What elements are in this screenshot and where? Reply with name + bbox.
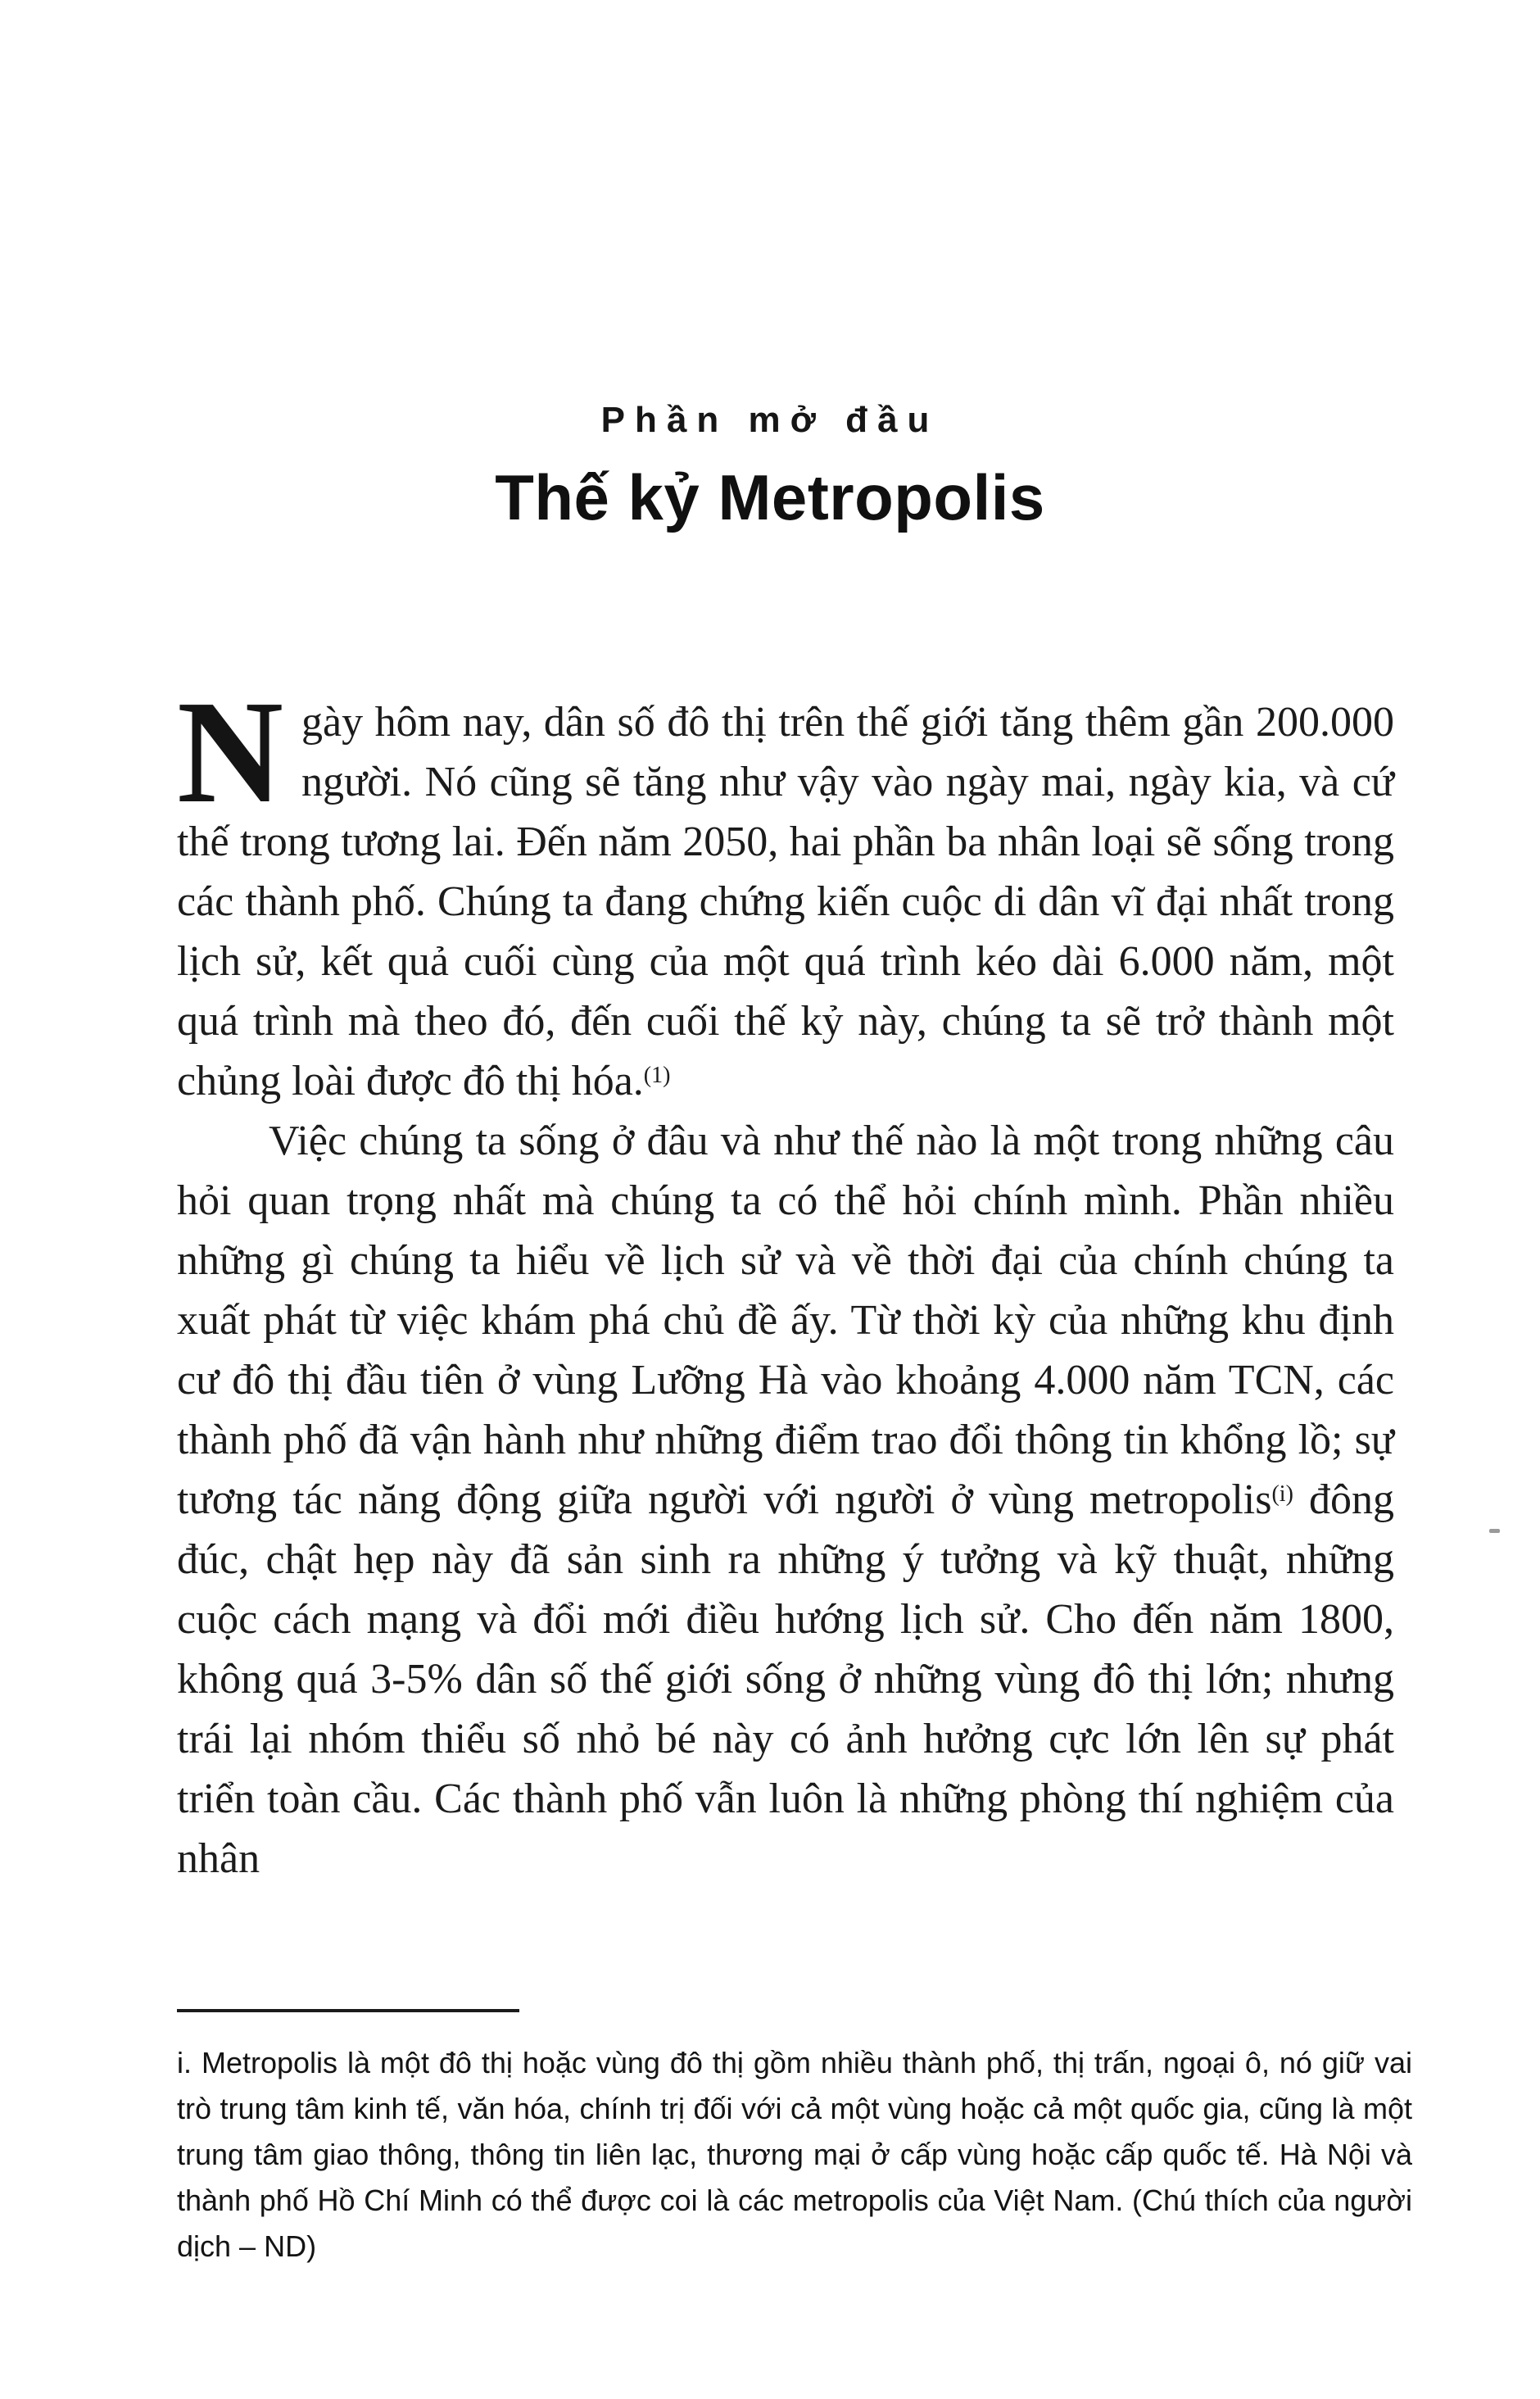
paragraph-2-text-before-note: Việc chúng ta sống ở đâu và như thế nào là một trong những câu hỏi quan trọng nhất mà chúng ta có thể hỏi chính mình. Phần nhiều những gì chúng ta hiểu về lịch sử và về thời đại của chính chúng ta xuất phát từ việc khám phá chủ đề ấy. Từ thời kỳ của những khu định cư đô thị đầu tiên ở vùng Lưỡng Hà vào khoảng 4.000 năm TCN, các thành phố đã vận hành như những điểm trao đổi thông tin khổng lồ; sự tương tác năng động giữa người với người ở vùng metropolis (177, 1118, 1394, 1523)
footnote-text: i. Metropolis là một đô thị hoặc vùng đô thị gồm nhiều thành phố, thị trấn, ngoại ô, nó giữ vai trò trung tâm kinh tế, văn hóa, chính trị đối với cả một vùng hoặc cả một quốc gia, cũng là một trung tâm giao thông, thông tin liên lạc, thương mại ở cấp vùng hoặc cấp quốc tế. Hà Nội và thành phố Hồ Chí Minh có thể được coi là các metropolis của Việt Nam. (Chú thích của người dịch – ND) (177, 2046, 1412, 2263)
paragraph-1 (177, 670, 1394, 1111)
page-title: Thế kỷ Metropolis (495, 461, 1045, 533)
scan-artifact (1489, 1529, 1500, 1533)
chapter-header (0, 400, 1540, 535)
drop-cap: N (177, 670, 283, 833)
paragraph-2 (177, 1111, 1394, 1889)
section-kicker: Phần mở đầu (600, 400, 940, 440)
body-text (177, 670, 1395, 1889)
footnote-ref-1: (1) (643, 1062, 671, 1088)
paragraph-2-text-after-note: đông đúc, chật hẹp này đã sản sinh ra những ý tưởng và kỹ thuật, những cuộc cách mạng và đổi mới điều hướng lịch sử. Cho đến năm 1800, không quá 3-5% dân số thế giới sống ở những vùng đô thị lớn; nhưng trái lại nhóm thiểu số nhỏ bé này có ảnh hưởng cực lớn lên sự phát triển toàn cầu. Các thành phố vẫn luôn là những phòng thí nghiệm của nhân (177, 1476, 1395, 1882)
paragraph-1-text: gày hôm nay, dân số đô thị trên thế giới tăng thêm gần 200.000 người. Nó cũng sẽ tăng như vậy vào ngày mai, ngày kia, và cứ thế trong tương lai. Đến năm 2050, hai phần ba nhân loại sẽ sống trong các thành phố. Chúng ta đang chứng kiến cuộc di dân vĩ đại nhất trong lịch sử, kết quả cuối cùng của một quá trình kéo dài 6.000 năm, một quá trình mà theo đó, đến cuối thế kỷ này, chúng ta sẽ trở thành một chủng loài được đô thị hóa. (177, 699, 1394, 1104)
footnote-divider (177, 2009, 519, 2012)
footnote-area (177, 2009, 1412, 2270)
footnote-ref-i: (i) (1271, 1481, 1293, 1507)
